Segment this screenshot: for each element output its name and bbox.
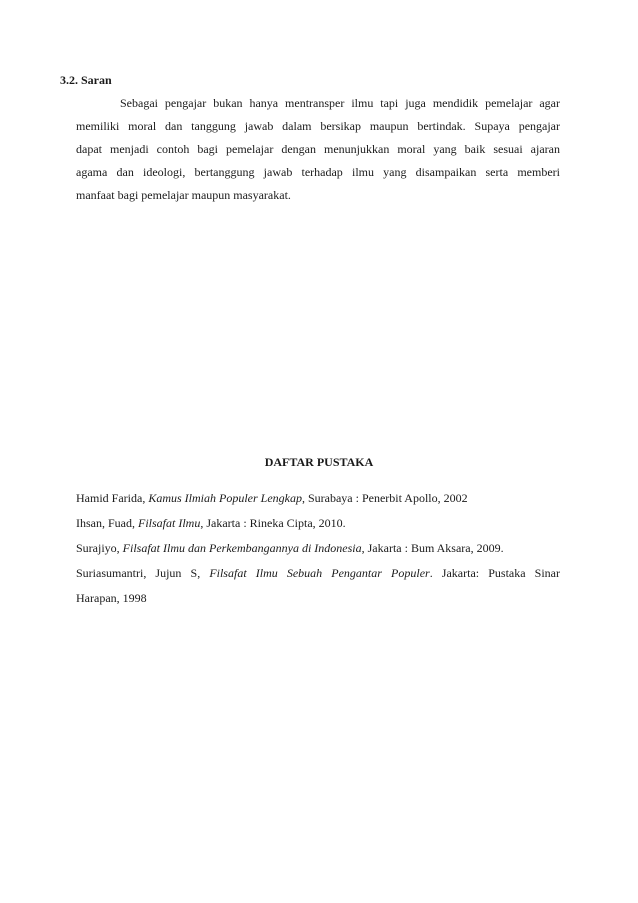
reference-title: Filsafat Ilmu Sebuah Pengantar Populer	[209, 566, 430, 580]
paragraph-line: Sebagai pengajar bukan hanya mentransper ilmu tapi juga mendidik pemelajar agar	[120, 96, 560, 110]
reference-entry	[76, 516, 560, 541]
bibliography-title: DAFTAR PUSTAKA	[264, 455, 374, 469]
reference-title: Filsafat Ilmu	[138, 516, 201, 530]
reference-author: Suriasumantri, Jujun S,	[76, 566, 210, 580]
reference-title: Filsafat Ilmu dan Perkembangannya di Indonesia	[122, 541, 362, 555]
paragraph-line: memiliki moral dan tanggung jawab dalam bersikap maupun bertindak. Supaya pengajar	[76, 119, 560, 133]
reference-entry	[76, 541, 560, 566]
paragraph-line: dapat menjadi contoh bagi pemelajar dengan menunjukkan moral yang baik sesuai ajaran	[76, 142, 560, 156]
reference-author: Hamid Farida,	[76, 491, 149, 505]
reference-entry	[76, 491, 560, 516]
reference-entry	[76, 566, 560, 591]
reference-author: Surajiyo,	[76, 541, 123, 555]
paragraph-line: manfaat bagi pemelajar maupun masyarakat.	[76, 188, 291, 202]
reference-publisher: . Jakarta: Pustaka Sinar	[429, 566, 560, 580]
reference-publisher: , Surabaya : Penerbit Apollo, 2002	[301, 491, 468, 505]
reference-publisher: , Jakarta : Rineka Cipta, 2010.	[200, 516, 346, 530]
reference-title: Kamus Ilmiah Populer Lengkap	[148, 491, 302, 505]
section-heading: 3.2. Saran	[60, 73, 112, 87]
reference-author: Ihsan, Fuad,	[76, 516, 138, 530]
saran-paragraph	[76, 96, 560, 211]
paragraph-line: agama dan ideologi, bertanggung jawab terhadap ilmu yang disampaikan serta memberi	[76, 165, 560, 179]
reference-publisher: , Jakarta : Bum Aksara, 2009.	[361, 541, 504, 555]
bibliography-list	[76, 491, 560, 616]
reference-entry-continuation: Harapan, 1998	[76, 591, 147, 605]
